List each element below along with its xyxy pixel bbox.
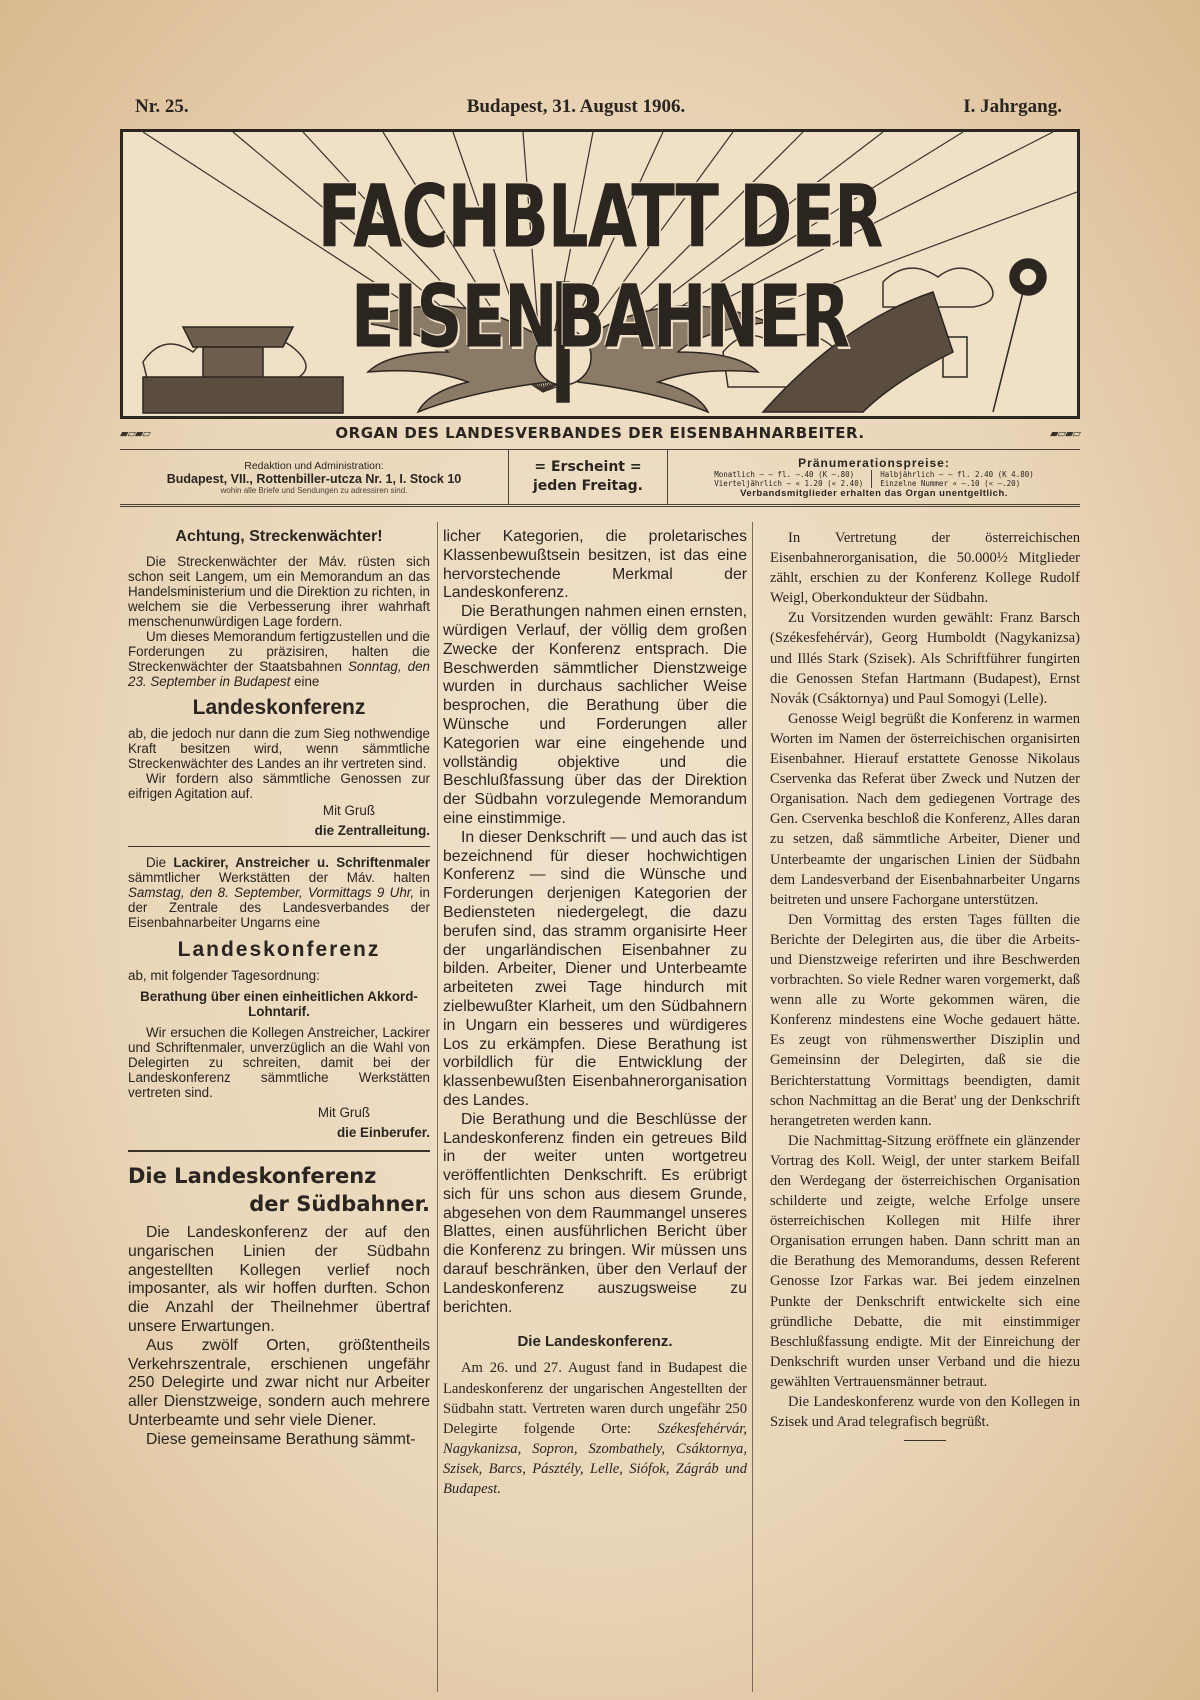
newspaper-title: FACHBLATT DER EISENBAHNER <box>317 168 883 368</box>
editorial-address: Budapest, VII., Rottenbiller-utcza Nr. 1, I. Stock 10 <box>166 471 462 486</box>
paragraph: Die Berathung und die Beschlüsse der Landeskonferenz finden ein getreues Bild in der weiter unten wortgetreu veröffentlichten Denkschrift. Es erübrigt sich für uns schon aus diesem Grunde, abgesehen von dem Raummangel unseres Blattes, einen ausführlichen Bericht über die Konferenz zu bringen. Wir müssen uns darauf beschränken, über den Verlauf der Landeskonferenz auszugsweise zu berichten. <box>443 1110 747 1316</box>
paragraph: Den Vormittag des ersten Tages füllten die Berichte der Delegirten aus, die über die Arbeits- und Dienstzweige referirten und ihre Beschwerden vorbrachten. So viele Redner waren vorgemerkt, daß wenn alle zu Worte gekommen wären, die Konferenz mindestens eine Woche gedauert hätte. Es zeugt von rühmenswerther Disziplin und Gemeinsinn der Delegirten, daß sie die Berichterstattung Vormittags beendigten, damit schon Nachmittag an die Berat' ung der Denkschrift herangetreten werden kann. <box>770 911 1080 1129</box>
issue-number: Nr. 25. <box>135 96 189 117</box>
paragraph: Die Nachmittag-Sitzung eröffnete ein glänzender Vortrag des Koll. Weigl, der unter starkem Beifall den Werdegang der österreichischen Organisation schilderte und zeigte, welche Erfolge unsere österreichischen Kollegen mit Hilfe ihrer Organisation errungen haben. Dann schritt man an die Berathung des Memorandums, dessen Referent Genosse Izor Farkas war. Bei jedem einzelnen Punkte der Denkschrift entwickelte sich eine gründliche Debatte, die mit einstimmiger Beschlußfassung endigte. Mit der Einreichung der Denkschrift wurden unser Verband und die hiezu gewählten Vertrauensmänner betraut. <box>770 1132 1080 1390</box>
paragraph: licher Kategorien, die proletarisches Klassenbewußtsein besitzen, ist das eine hervorstechende Merkmal der Landeskonferenz. <box>443 528 747 602</box>
masthead-banner <box>120 129 1080 419</box>
end-mark <box>904 1440 946 1441</box>
paragraph: Am 26. und 27. August fand in Budapest die Landeskonferenz der ungarischen Angestellten der Südbahn statt. Vertreten waren durch ungefähr 250 Delegirte folgende Orte: Székesfehérvár, Nagykanizsa, Sopron, Szombathely, Csáktornya, Szisek, Barcs, Pásztély, Lelle, Siófok, Zágráb und Budapest. <box>443 1360 747 1498</box>
price-note: Verbandsmitglieder erhalten das Organ unentgeltlich. <box>740 487 1008 499</box>
sub-heading: Die Landeskonferenz. <box>517 1333 673 1351</box>
price-single: Einzelne Nummer « —.10 (« —.20) <box>880 478 1021 488</box>
signature: die Einberufer. <box>336 1125 430 1140</box>
paragraph: Die Landeskonferenz der auf den ungarischen Linien der Südbahn angestellten Kollegen verlief noch imposanter, als wir hoffen durften. Schon die Anzahl der Theilnehmer übertraf unsere Erwartungen. <box>128 1224 430 1335</box>
publication-schedule <box>509 450 668 504</box>
column-3 <box>770 528 1080 1441</box>
agenda: Berathung über einen einheitlichen Akkord-Lohntarif. <box>140 989 418 1019</box>
paragraph: Zu Vorsitzenden wurden gewählt: Franz Barsch (Székesfehérvár), Georg Humboldt (Nagykanizsa) und Illés Stark (Szisek). Als Schriftführer fungirten die Genossen Stefan Hartmann (Budapest), Ernst Novák (Csáktornya) und Paul Somogyi (Lelle). <box>770 610 1080 707</box>
paragraph: Die Berathungen nahmen einen ernsten, würdigen Verlauf, der völlig dem großen Zwecke der Konferenz entsprach. Die Beschwerden sämmtlicher Dienstzweige wurden in durchaus sachlicher Weise besprochen, die Berathung über die Wünsche und Forderungen aller Kategorien war eine eingehende und vollständig objektive und die Beschlußfassung über das der Direktion der Südbahn vorzulegende Memorandum eine einstimmige. <box>443 603 747 827</box>
ornament-right-icon: ▰▱▰▱ <box>1050 426 1080 440</box>
paragraph: In Vertretung der österreichischen Eisenbahnerorganisation, die 50.000½ Mitglieder zählt, erschien zu der Konferenz Kollege Rudolf Weigl, Oberkondukteur der Südbahn. <box>770 530 1080 607</box>
price-quarterly: Vierteljährlich — « 1.20 (« 2.40) <box>714 478 864 488</box>
ornament-left-icon: ▰▱▰▱ <box>120 426 150 440</box>
landeskonferenz-heading: Landeskonferenz <box>192 696 366 719</box>
paragraph: Die Lackirer, Anstreicher u. Schriftenmaler sämmtlicher Werkstätten der Máv. halten Samstag, den 8. September, Vormittags 9 Uhr, in der Zentrale des Landesverbandes der Eisenbahnarbeiter Ungarns eine <box>128 855 430 930</box>
column-1 <box>128 528 430 1450</box>
paragraph: ab, mit folgender Tagesordnung: <box>128 968 320 983</box>
price-table <box>714 470 1034 488</box>
price-halfyear: Halbjährlich — — fl. 2.40 (K 4.80) <box>880 469 1034 479</box>
paragraph: Wir fordern also sämmtliche Genossen zur eifrigen Agitation auf. <box>128 771 430 801</box>
greeting: Mit Gruß <box>322 803 375 818</box>
paragraph: In dieser Denkschrift — und auch das ist bezeichnend für dieser hochwichtigen Konferenz — sind die Wünsche und Forderungen derjenigen Kategorien der Bediensteten niedergelegt, die dazu berufen sind, das stramm organisirte Heer der ungarländischen Eisenbahner zu bilden. Arbeiter, Diener und Unterbeamte arbeiteten zwei Tage hindurch mit zielbewußter Klarheit, um den Südbahnern in Ungarn ein besseres und würdigeres Los zu erkämpfen. Diese Berathung ist vorbildlich für die Entwicklung der klassenbewußten Eisenbahnerorganisation des Landes. <box>443 828 747 1109</box>
appears-day: jeden Freitag. <box>533 478 643 494</box>
landeskonferenz-heading-2: Landeskonferenz <box>177 938 381 961</box>
organ-subtitle: ORGAN DES LANDESVERBANDES DER EISENBAHNARBEITER. <box>335 424 865 442</box>
appears-label: = Erscheint = <box>534 459 642 475</box>
info-bar <box>120 449 1080 507</box>
paragraph: Aus zwölf Orten, größtentheils Verkehrszentrale, erschienen ungefähr 250 Delegirte und zwar nicht nur Arbeiter aller Dienstzweige, sondern auch mehrere Unterbeamte und sehr viele Diener. <box>128 1336 430 1429</box>
subscription-prices <box>668 450 1080 504</box>
article-heading-suedbahner: Die Landeskonferenz der Südbahner. <box>128 1164 430 1216</box>
paragraph: ab, die jedoch nur dann die zum Sieg nothwendige Kraft besitzen wird, wenn sämmtliche Streckenwächter des Landes an ihr vertreten sind. <box>128 726 430 771</box>
paragraph: Genosse Weigl begrüßt die Konferenz in warmen Worten im Namen der österreichischen organisirten Eisenbahner. Hierauf erstattete Genosse Nikolaus Cservenka das Referat über Zweck und Nutzen der Organisation. Nach dem gediegenen Vortrage des Gen. Cservenka beschloß die Konferenz, Alles daran zu setzen, daß sämmtliche Arbeiter, Diener und Unterbeamte der ungarischen Linien der Südbahn dem Landesverband der Eisenbahnarbeiter Ungarns beitreten und unsere Fachorgane unterstützen. <box>770 710 1080 908</box>
greeting: Mit Gruß <box>317 1105 370 1120</box>
article-heading-streckenwaechter: Achtung, Streckenwächter! <box>175 528 383 545</box>
column-2 <box>437 522 753 1692</box>
divider <box>128 1150 430 1152</box>
price-title: Pränumerationspreise: <box>798 455 950 470</box>
price-monthly: Monatlich — — fl. —.40 (K —.80) <box>714 469 855 479</box>
redaktion-label: Redaktion und Administration: <box>244 459 384 472</box>
paragraph: Die Landeskonferenz wurde von den Kollegen in Szisek und Arad telegrafisch begrüßt. <box>770 1394 1080 1431</box>
volume: I. Jahrgang. <box>963 96 1062 117</box>
issue-line <box>135 96 1062 118</box>
paragraph: Die Streckenwächter der Máv. rüsten sich schon seit Langem, um ein Memorandum an das Handelsministerium und die Direktion zu richten, in welchem sie die Verbesserung ihrer wahrhaft menschenunwürdigen Lage fordern. <box>128 554 430 629</box>
paragraph: Um dieses Memorandum fertigzustellen und die Forderungen zu präzisiren, halten die Streckenwächter der Staatsbahnen Sonntag, den 23. September in Budapest eine <box>128 629 430 689</box>
divider <box>128 846 430 847</box>
paragraph: Wir ersuchen die Kollegen Anstreicher, Lackirer und Schriftenmaler, unverzüglich an die Wahl von Delegirten zu schreiten, damit bei der Landeskonferenz sämmtliche Werkstätten vertreten sind. <box>128 1025 430 1100</box>
place-date: Budapest, 31. August 1906. <box>466 96 686 117</box>
paragraph: Diese gemeinsame Berathung sämmt- <box>146 1430 416 1448</box>
signature: die Zentralleitung. <box>314 823 430 838</box>
editorial-address-box <box>120 450 509 504</box>
organ-line <box>120 424 1080 442</box>
address-note: wohin alle Briefe und Sendungen zu adressiren sind. <box>220 485 408 495</box>
